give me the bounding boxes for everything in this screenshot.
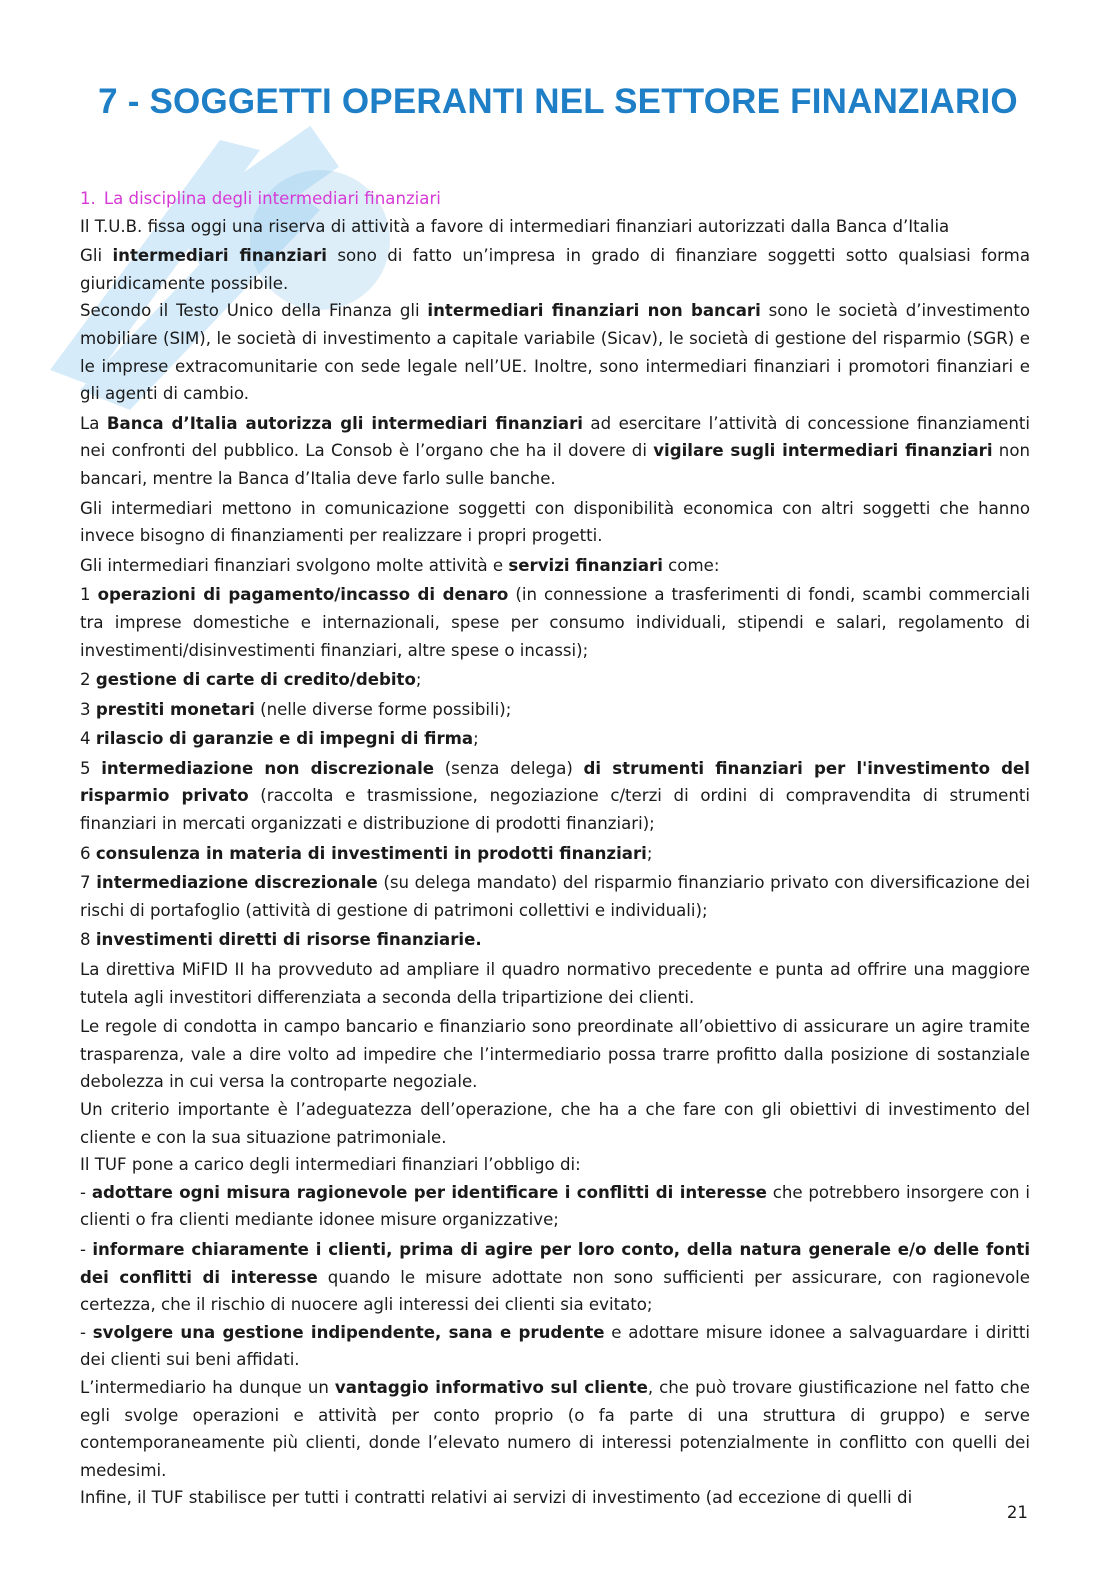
list-item: 4 rilascio di garanzie e di impegni di firma; xyxy=(80,729,479,749)
paragraph: Gli intermediari finanziari svolgono molte attività e servizi finanziari come: xyxy=(80,555,720,575)
list-item: - adottare ogni misura ragionevole per identificare i conflitti di interesse che potrebbero insorgere con i clienti o fra clienti mediante idonee misure organizzative; xyxy=(80,1182,1030,1230)
paragraph: Un criterio importante è l’adeguatezza dell’operazione, che ha a che fare con gli obiettivi di investimento del cliente e con la sua situazione patrimoniale. xyxy=(80,1100,1030,1147)
paragraph: Infine, il TUF stabilisce per tutti i contratti relativi ai servizi di investimento (ad eccezione di quelli di xyxy=(80,1488,913,1508)
list-item: 6 consulenza in materia di investimenti in prodotti finanziari; xyxy=(80,843,653,863)
paragraph: Le regole di condotta in campo bancario e finanziario sono preordinate all’obiettivo di assicurare un agire tramite trasparenza, vale a dire volto ad impedire che l’intermediario possa trarre profitto dalla posizione di sostanziale debolezza in cui versa la controparte negoziale. xyxy=(80,1017,1030,1092)
list-item: 2 gestione di carte di credito/debito; xyxy=(80,670,422,690)
section-heading xyxy=(80,185,1030,213)
list-item: 1 operazioni di pagamento/incasso di denaro (in connessione a trasferimenti di fondi, scambi commerciali tra imprese domestiche e internazionali, spese per consumo individuali, stipendi e salari, regolamento di investimenti/disinvestimenti finanziari, altre spese o incassi); xyxy=(80,585,1030,660)
list-item: 7 intermediazione discrezionale (su delega mandato) del risparmio finanziario privato con diversificazione dei rischi di portafoglio (attività di gestione di patrimoni collettivi e individuali); xyxy=(80,873,1030,920)
paragraph: Il TUF pone a carico degli intermediari finanziari l’obbligo di: xyxy=(80,1155,581,1175)
paragraph: Secondo il Testo Unico della Finanza gli intermediari finanziari non bancari sono le società d’investimento mobiliare (SIM), le società di investimento a capitale variabile (Sicav), le società di gestione del risparmio (SGR) e le imprese extracomunitarie con sede legale nell’UE. Inoltre, sono intermediari finanziari i promotori finanziari e gli agenti di cambio. xyxy=(80,301,1031,404)
paragraph: Gli intermediari finanziari sono di fatto un’impresa in grado di finanziare soggetti sotto qualsiasi forma giuridicamente possibile. xyxy=(80,246,1030,293)
list-item: - informare chiaramente i clienti, prima di agire per loro conto, della natura generale e/o delle fonti dei conflitti di interesse quando le misure adottate non sono sufficienti per assicurare, con ragionevole certezza, che il rischio di nuocere agli interessi dei clienti sia evitato; xyxy=(80,1239,1031,1315)
page-number: 21 xyxy=(1006,1503,1028,1522)
page-title: 7 - SOGGETTI OPERANTI NEL SETTORE FINANZIARIO xyxy=(98,82,1018,121)
list-item: 3 prestiti monetari (nelle diverse forme possibili); xyxy=(80,699,512,719)
list-item: - svolgere una gestione indipendente, sana e prudente e adottare misure idonee a salvaguardare i diritti dei clienti sui beni affidati. xyxy=(80,1322,1030,1370)
section-number: 1. xyxy=(80,189,96,208)
paragraph: Il T.U.B. fissa oggi una riserva di attività a favore di intermediari finanziari autorizzati dalla Banca d’Italia xyxy=(80,216,950,236)
paragraph: La Banca d’Italia autorizza gli intermediari finanziari ad esercitare l’attività di concessione finanziamenti nei confronti del pubblico. La Consob è l’organo che ha il dovere di vigilare sugli intermediari finanziari non bancari, mentre la Banca d’Italia deve farlo sulle banche. xyxy=(80,413,1030,488)
paragraph: Gli intermediari mettono in comunicazione soggetti con disponibilità economica con altri soggetti che hanno invece bisogno di finanziamenti per realizzare i propri progetti. xyxy=(80,498,1030,546)
section-title: La disciplina degli intermediari finanziari xyxy=(103,189,441,208)
list-item: 5 intermediazione non discrezionale (senza delega) di strumenti finanziari per l'investimento del risparmio privato (raccolta e trasmissione, negoziazione c/terzi di ordini di compravendita di strumenti finanziari in mercati organizzati e distribuzione di prodotti finanziari); xyxy=(80,758,1030,834)
paragraph: L’intermediario ha dunque un vantaggio informativo sul cliente, che può trovare giustificazione nel fatto che egli svolge operazioni e attività per conto proprio (o fa parte di una struttura di gruppo) e serve contemporaneamente più clienti, donde l’elevato numero di interessi potenzialmente in conflitto con quelli dei medesimi. xyxy=(80,1377,1031,1480)
list-item: 8 investimenti diretti di risorse finanziarie. xyxy=(80,930,482,950)
document-body xyxy=(80,185,1030,1512)
paragraph: La direttiva MiFID II ha provveduto ad ampliare il quadro normativo precedente e punta ad offrire una maggiore tutela agli investitori differenziata a seconda della tripartizione dei clienti. xyxy=(80,960,1030,1007)
